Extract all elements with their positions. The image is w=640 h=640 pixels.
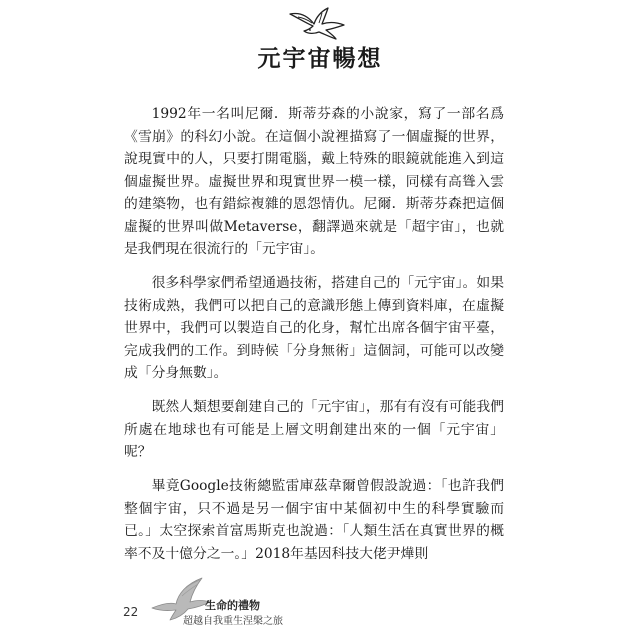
page-title: 元宇宙暢想 <box>257 45 383 72</box>
body-text <box>124 103 504 565</box>
paragraph: 畢竟Google技術總監雷庫茲韋爾曾假設說過：「也許我們整個宇宙，只不過是另一個宇宙中某個初中生的科學實驗而已。」太空探索首富馬斯克也說過：「人類生活在真實世界的概率不及十億分之一。」2018年基因科技大佬尹燁則 <box>124 478 504 562</box>
page-footer <box>0 560 640 640</box>
paragraph: 1992年一名叫尼爾．斯蒂芬森的小說家，寫了一部名爲《雪崩》的科幻小說。在這個小說裡描寫了一個虛擬的世界，說現實中的人，只要打開電腦，戴上特殊的眼鏡就能進入到這個虛擬世界。虛擬世界和現實世界一模一樣，同樣有高聳入雲的建築物，也有錯綜複雜的恩怨情仇。尼爾．斯蒂芬森把這個虛擬的世界叫做Metaverse，翻譯過來就是「超宇宙」，也就是我們現在很流行的「元宇宙」。 <box>124 106 504 257</box>
book-title: 生命的禮物 <box>205 599 260 612</box>
book-subtitle: 超越自我重生涅槃之旅 <box>183 616 283 627</box>
paragraph: 既然人類想要創建自己的「元宇宙」，那有有沒有可能我們所處在地球也有可能是上層文明創建出來的一個「元宇宙」呢？ <box>124 399 504 460</box>
paragraph: 很多科學家們希望通過技術，搭建自己的「元宇宙」。如果技術成熟，我們可以把自己的意識形態上傳到資料庫，在虛擬世界中，我們可以製造自己的化身，幫忙出席各個宇宙平臺，完成我們的工作。到時候「分身無術」這個詞，可能可以改變成「分身無數」。 <box>124 275 504 381</box>
page-number: 22 <box>123 605 139 619</box>
dove-icon <box>286 4 350 42</box>
